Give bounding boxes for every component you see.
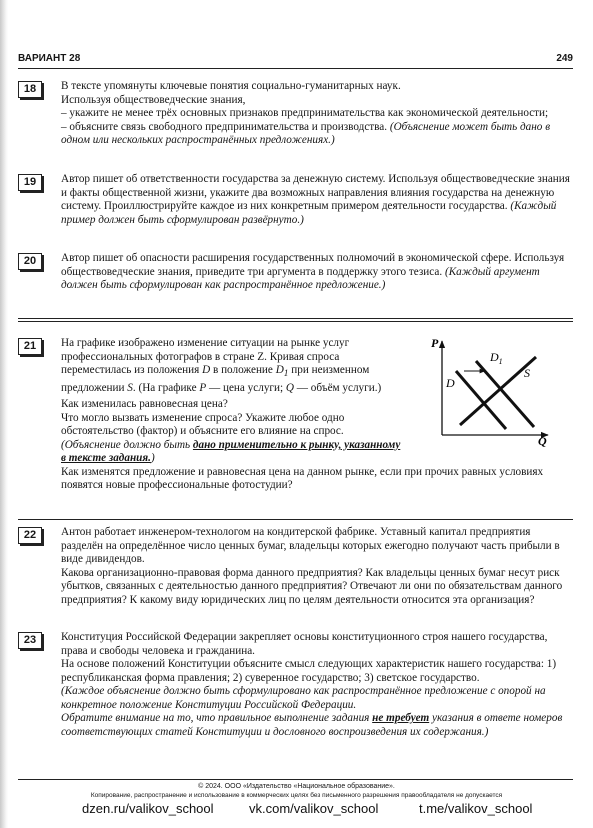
- task-20: [18, 252, 573, 293]
- task-instruction: [61, 712, 573, 739]
- task-number: 22: [18, 527, 42, 544]
- task-body: [61, 252, 573, 293]
- task-text: – объясните связь свободного предпринимательства и производства.: [61, 120, 388, 133]
- curve-letter-main: D: [275, 364, 284, 376]
- copy-notice: Копирование, распространение и использование в коммерческих целях без письменного разрешения правообладателя не допускается: [90, 792, 503, 799]
- curve-subscript: 1: [283, 369, 289, 380]
- demand-label-d1: [489, 350, 503, 366]
- task-instruction: (Объяснение может быть дано в одном или нескольких распространённых предложениях.): [61, 120, 551, 146]
- task-line: [61, 252, 573, 293]
- task-text: в положение: [212, 364, 273, 376]
- header-rule: [18, 68, 573, 69]
- supply-demand-graph: [414, 335, 554, 447]
- demand-label-d: D: [446, 376, 455, 390]
- task-emphasis: не требует: [372, 712, 430, 724]
- curve-letter: S: [127, 381, 133, 394]
- task-text: — объём услуги.): [296, 381, 382, 394]
- task-line: [61, 412, 404, 466]
- page-header: [18, 53, 573, 67]
- section-divider: [18, 318, 573, 322]
- footer-rule: [18, 779, 573, 780]
- task-text: На графике изображено изменение ситуации на рынке услуг профессиональных фотографов в стране Z. Кривая спроса переместилась из положения: [61, 337, 350, 376]
- axis-letter: Q: [285, 381, 294, 394]
- scan-edge: [0, 0, 8, 828]
- task-number: 23: [18, 632, 42, 649]
- task-body: [61, 631, 573, 739]
- variant-label: ВАРИАНТ 28: [18, 53, 81, 64]
- task-22: [18, 526, 573, 607]
- task-text: . (На графике: [132, 381, 197, 394]
- task-body: [61, 173, 573, 227]
- task-line: Какова организационно-правовая форма данного предприятия? Как владельцы ценных бумаг несут риск убытков, связанных с деятельностью данного предприятия? Отвечают ли они по обязательствам данного предприятия? К какому виду юридических лиц по целям деятельности относится эта организация?: [61, 566, 563, 606]
- task-19: [18, 173, 573, 227]
- supply-label-s: S: [524, 366, 530, 380]
- task-text: при неизменном предложении: [61, 364, 370, 394]
- task-body: [61, 80, 573, 148]
- telegram-link[interactable]: t.me/valikov_school: [419, 801, 533, 816]
- task-line: В тексте упомянуты ключевые понятия социально-гуманитарных наук.: [61, 80, 401, 92]
- task-instruction: ): [150, 452, 155, 465]
- task-line: Как изменятся предложение и равновесная цена на данном рынке, если при прочих равных условиях появятся новые профессиональные фотостудии?: [61, 465, 544, 492]
- task-line: Как изменилась равновесная цена?: [61, 398, 228, 411]
- copyright: © 2024. ООО «Издательство «Национальное образование».: [198, 783, 395, 790]
- section-rule: [18, 519, 573, 520]
- task-number: 19: [18, 174, 42, 191]
- task-line: [61, 121, 573, 148]
- page-number: 249: [556, 53, 573, 64]
- price-axis-label: P: [431, 336, 439, 350]
- task-number: 18: [18, 81, 42, 98]
- task-instruction: (Объяснение должно быть: [61, 438, 191, 451]
- task-text: — цена услуги;: [209, 381, 284, 394]
- quantity-axis-label: Q: [538, 434, 547, 447]
- task-instruction: (Каждый пример должен быть сформулирован развёрнуто.): [61, 200, 557, 226]
- task-line: Конституция Российской Федерации закрепляет основы конституционного строя нашего государства, права и свободы человека и гражданина.: [61, 631, 548, 657]
- task-23: [18, 631, 573, 739]
- task-18: [18, 80, 573, 148]
- axis-letter: P: [199, 381, 207, 394]
- task-number: 21: [18, 338, 42, 355]
- task-instruction-text: Обратите внимание на то, что правильное выполнение задания: [61, 712, 370, 724]
- page-footer: [0, 782, 593, 800]
- curve-letter: [275, 364, 289, 380]
- task-instruction-text: указания в ответе номеров соответствующих статей Конституции и дословного воспроизведения их содержания.): [61, 712, 563, 738]
- curve-letter: D: [202, 364, 211, 376]
- task-emphasis: дано применительно к рынку, указанному в тексте задания.: [61, 438, 401, 465]
- task-text: Автор пишет об ответственности государства за денежную систему. Используя обществоведческие знания и факты общественной жизни, укажите два возможных направления влияния государства на денежную систему. Проиллюстрируйте каждое из них конкретным примером деятельности государства.: [61, 173, 570, 212]
- vk-link[interactable]: vk.com/valikov_school: [249, 801, 379, 816]
- task-instruction: (Каждый аргумент должен быть сформулирован как распространённое предложение.): [61, 265, 540, 291]
- task-line: [61, 337, 404, 395]
- dzen-link[interactable]: dzen.ru/valikov_school: [82, 801, 214, 816]
- task-text: Автор пишет об опасности расширения государственных полномочий в экономической сфере. Используя обществоведческие знания, приведите три аргумента в поддержку этого тезиса.: [61, 252, 565, 278]
- demand-label-d1-subscript: 1: [498, 357, 503, 366]
- task-line: Антон работает инженером-технологом на кондитерской фабрике. Уставный капитал предприятия разделён на определённое число ценных бумаг, владельцы которых ежегодно получают часть прибыли в виде дивидендов.: [61, 526, 560, 565]
- task-body: [61, 526, 573, 607]
- task-text: Что могло вызвать изменение спроса? Укажите любое одно обстоятельство (фактор) и объясните его влияние на спрос.: [61, 411, 345, 438]
- task-instruction: (Каждое объяснение должно быть сформулировано как распространённое предложение с опорой на конкретное положение Конституции Российской Федерации.: [61, 685, 546, 711]
- task-line: Используя обществоведческие знания,: [61, 93, 246, 106]
- demand-label-d1-main: D: [490, 350, 499, 364]
- task-number: 20: [18, 253, 42, 270]
- task-line: [61, 173, 573, 227]
- task-line: На основе положений Конституции объясните смысл следующих характеристик нашего государства: 1) республиканская форма правления; 2) суверенное государство; 3) светское государство.: [61, 658, 557, 684]
- task-line: – укажите не менее трёх основных признаков предпринимательства как экономической деятельности;: [61, 107, 549, 119]
